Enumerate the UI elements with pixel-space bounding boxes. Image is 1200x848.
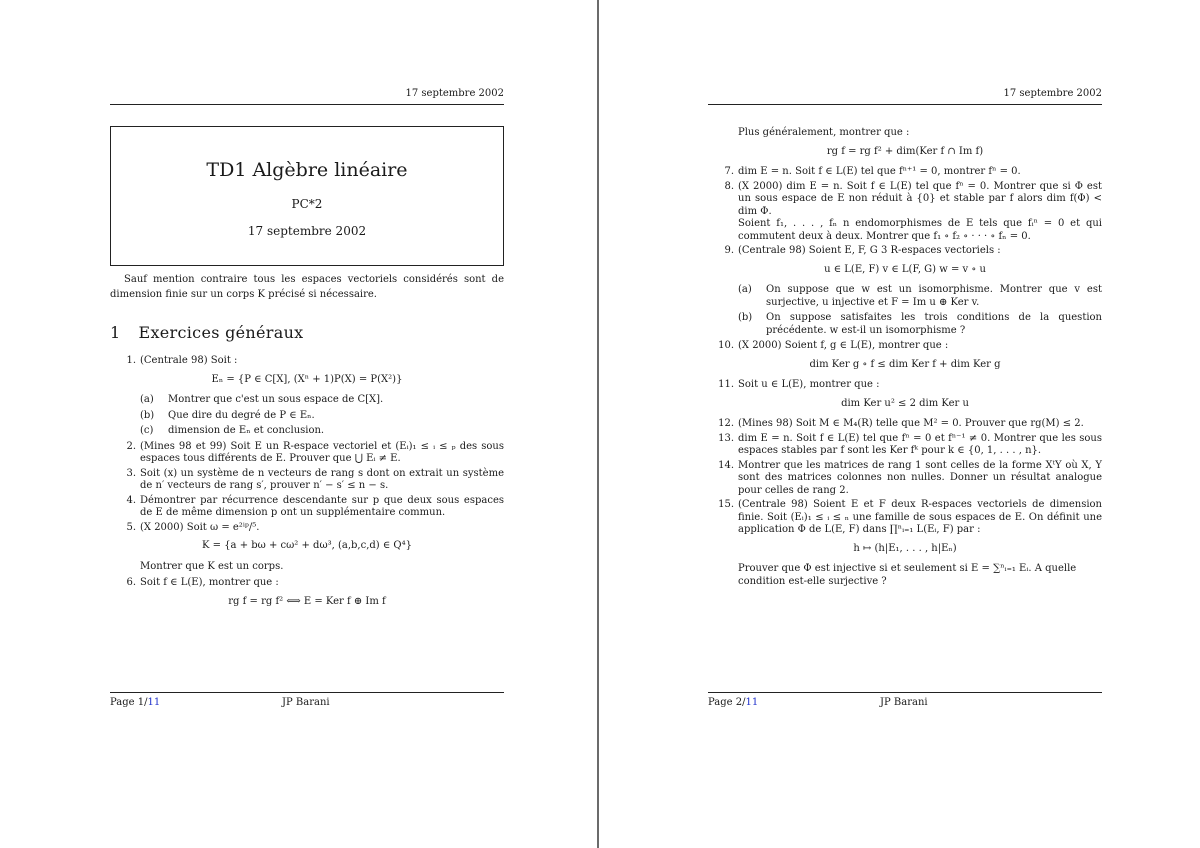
exercise-15-question: Prouver que Φ est injective si et seulement si E = ∑ⁿᵢ₌₁ Eᵢ. A quelle condition est-elle surjective ?	[738, 563, 1077, 587]
exercise-10	[708, 340, 1102, 353]
sub-text: Montrer que c'est un sous espace de C[X].	[168, 394, 384, 405]
section-heading	[110, 323, 304, 342]
exercise-text: dim E = n. Soit f ∈ L(E) tel que fⁿ = 0 et fⁿ⁻¹ ≠ 0. Montrer que les sous espaces stables par f sont les Ker fᵏ pour k ∈ {0, 1, . . . , n}.	[738, 432, 1102, 456]
exercise-12	[708, 418, 1102, 431]
exercise-number: 7.	[724, 166, 734, 177]
sub-text: On suppose que w est un isomorphisme. Montrer que v est surjective, u injective et F = Im u ⊕ Ker v.	[766, 284, 1102, 308]
equation: dim Ker g ∘ f ≤ dim Ker f + dim Ker g	[809, 358, 1001, 370]
equation: u ∈ L(E, F) v ∈ L(F, G) w = v ∘ u	[824, 263, 986, 275]
exercise-9	[708, 245, 1102, 258]
exercise-list	[708, 127, 1102, 592]
page-header-date: 17 septembre 2002	[110, 88, 504, 105]
page-footer	[110, 692, 504, 711]
exercise-number: 12.	[718, 418, 734, 429]
exercise-6	[110, 577, 504, 590]
exercise-number: 6.	[126, 577, 136, 588]
subquestion-b	[708, 312, 1102, 337]
page-label: Page 2/	[708, 697, 746, 708]
exercise-3	[110, 468, 504, 493]
exercise-text: (Centrale 98) Soient E et F deux R-espaces vectoriels de dimension finie. Soit (Eᵢ)₁ ≤ ᵢ ≤ ₙ une famille de sous espaces de E. On définit une application Φ de L(E, F) dans ∏ⁿᵢ₌₁ L(Eᵢ, F) par :	[738, 499, 1102, 535]
section-title: Exercices généraux	[138, 323, 304, 342]
exercise-7	[708, 166, 1102, 179]
sub-text: Que dire du degré de P ∈ Eₙ.	[168, 409, 315, 421]
equation: K = {a + bω + cω² + dω³, (a,b,c,d) ∈ Q⁴}	[201, 540, 412, 551]
exercise-number: 15.	[718, 499, 734, 510]
page-footer	[708, 692, 1102, 711]
exercise-text: Montrer que les matrices de rang 1 sont celles de la forme XᵗY où X, Y sont des matrices colonnes non nulles. Donner un résultat analogue pour celles de rang 2.	[738, 459, 1102, 496]
doc-title: TD1 Algèbre linéaire	[206, 159, 408, 181]
exercise-number: 10.	[718, 340, 734, 351]
sub-text: dimension de Eₙ et conclusion.	[168, 425, 325, 436]
class-name: PC*2	[291, 197, 323, 211]
exercise-number: 5.	[126, 521, 136, 533]
exercise-15	[708, 499, 1102, 537]
exercise-5-question: Montrer que K est un corps.	[140, 560, 284, 572]
exercise-text: Soit f ∈ L(E), montrer que :	[140, 577, 279, 588]
sub-text: On suppose satisfaites les trois conditions de la question précédente. w est-il un isomorphisme ?	[766, 312, 1102, 336]
exercise-number: 14.	[718, 459, 734, 471]
continuation-text: Plus généralement, montrer que :	[738, 127, 910, 138]
exercise-number: 8.	[724, 180, 734, 192]
sub-label: (a)	[738, 284, 752, 295]
exercise-text-continued: Soient f₁, . . . , fₙ n endomorphismes de E tels que fᵢⁿ = 0 et qui commutent deux à deux. Montrer que f₁ ∘ f₂ ∘ · · · ∘ fₙ = 0.	[738, 218, 1102, 242]
exercise-11	[708, 379, 1102, 392]
exercise-number: 1.	[126, 355, 136, 366]
subquestion-a	[708, 284, 1102, 309]
exercise-2	[110, 441, 504, 466]
exercise-number: 11.	[718, 379, 734, 390]
exercise-text: (X 2000) Soit ω = e²ⁱᵖ/⁵.	[140, 521, 260, 533]
page-2	[708, 0, 1102, 848]
sub-label: (c)	[140, 425, 154, 436]
exercise-4	[110, 495, 504, 520]
exercise-list	[110, 355, 504, 616]
page-label: Page 1/	[110, 697, 148, 708]
title-box	[110, 126, 504, 266]
page-1	[110, 0, 504, 848]
exercise-number: 9.	[724, 245, 734, 256]
equation: rg f = rg f² + dim(Ker f ∩ Im f)	[826, 145, 984, 157]
exercise-text: (Centrale 98) Soit :	[140, 355, 238, 366]
subquestion-b	[110, 410, 504, 423]
subquestion-a	[110, 394, 504, 407]
exercise-1	[110, 355, 504, 368]
sub-label: (b)	[140, 409, 155, 421]
sub-label: (a)	[140, 394, 154, 405]
total-pages-link[interactable]: 11	[147, 697, 161, 708]
section-number: 1	[110, 323, 121, 342]
equation: rg f = rg f² ⟺ E = Ker f ⊕ Im f	[228, 595, 386, 607]
exercise-text: (Mines 98) Soit M ∈ M₄(R) telle que M² = 0. Prouver que rg(M) ≤ 2.	[738, 418, 1084, 429]
exercise-number: 13.	[718, 432, 734, 444]
page-divider	[597, 0, 599, 848]
equation: dim Ker u² ≤ 2 dim Ker u	[841, 397, 969, 409]
subquestion-c	[110, 425, 504, 438]
exercise-text: Soit (x) un système de n vecteurs de rang s dont on extrait un système de n′ vecteurs de rang s′, prouver n′ − s′ ≤ n − s.	[140, 467, 504, 491]
exercise-text: dim E = n. Soit f ∈ L(E) tel que fⁿ⁺¹ = 0, montrer fⁿ = 0.	[738, 166, 1021, 177]
title-date: 17 septembre 2002	[247, 224, 367, 238]
author: JP Barani	[880, 697, 928, 708]
equation: h ↦ (h|E₁, . . . , h|Eₙ)	[853, 542, 957, 554]
exercise-text: (X 2000) dim E = n. Soit f ∈ L(E) tel que fⁿ = 0. Montrer que si Φ est un sous espace de E non réduit à {0} et stable par f alors dim f(Φ) < dim Φ.	[738, 180, 1102, 217]
exercise-5	[110, 522, 504, 535]
exercise-text: Démontrer par récurrence descendante sur p que deux sous espaces de E de même dimension p ont un supplémentaire commun.	[140, 494, 504, 518]
equation: Eₙ = {P ∈ C[X], (Xⁿ + 1)P(X) = P(X²)}	[211, 373, 403, 385]
exercise-number: 2.	[126, 440, 136, 452]
page-header-date: 17 septembre 2002	[708, 88, 1102, 105]
author: JP Barani	[282, 697, 330, 708]
exercise-13	[708, 433, 1102, 458]
exercise-text: Soit u ∈ L(E), montrer que :	[738, 379, 880, 390]
intro-paragraph: Sauf mention contraire tous les espaces vectoriels considérés sont de dimension finie sur un corps K précisé si nécessaire.	[110, 274, 504, 300]
total-pages-link[interactable]: 11	[745, 697, 759, 708]
exercise-text: (X 2000) Soient f, g ∈ L(E), montrer que :	[738, 340, 949, 351]
exercise-8	[708, 181, 1102, 244]
exercise-number: 3.	[126, 467, 136, 479]
exercise-14	[708, 460, 1102, 498]
page-number	[708, 697, 758, 708]
exercise-number: 4.	[126, 494, 136, 506]
sub-label: (b)	[738, 312, 753, 323]
exercise-text: (Mines 98 et 99) Soit E un R-espace vectoriel et (Eᵢ)₁ ≤ ᵢ ≤ ₚ des sous espaces tous différents de E. Prouver que ⋃ Eᵢ ≠ E.	[140, 440, 504, 464]
exercise-text: (Centrale 98) Soient E, F, G 3 R-espaces vectoriels :	[738, 245, 1001, 256]
page-number	[110, 697, 160, 708]
